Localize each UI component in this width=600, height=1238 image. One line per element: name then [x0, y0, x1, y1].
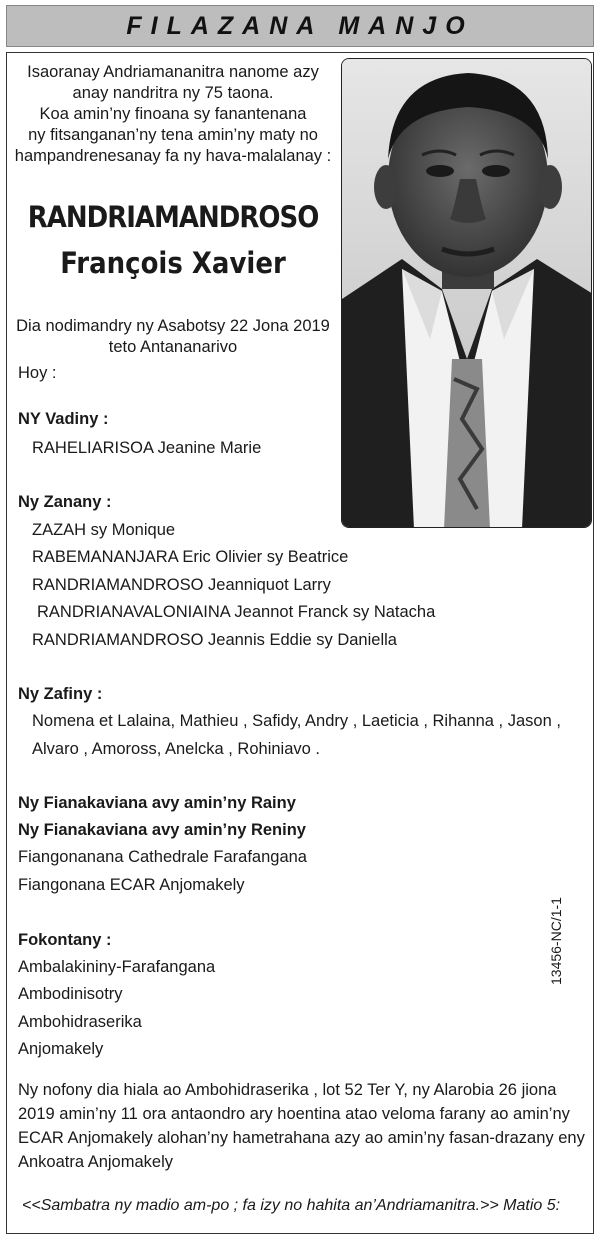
death-announcement	[12, 316, 334, 358]
family-father-side: Ny Fianakaviana avy amin’ny Rainy	[18, 794, 296, 812]
bible-verse: <<Sambatra ny madio am-po ; fa izy no hahita an’Andriamanitra.>> Matio 5:	[22, 1197, 561, 1214]
intro-line: Koa amin’ny finoana sy fanantenana	[39, 105, 307, 123]
portrait-photo	[341, 58, 592, 528]
zanany-item: RANDRIAMANDROSO Jeannis Eddie sy Daniella	[32, 631, 397, 649]
fokontany-title: Fokontany :	[18, 931, 112, 949]
zanany-title: Ny Zanany :	[18, 493, 112, 511]
family-mother-side: Ny Fianakaviana avy amin’ny Reniny	[18, 821, 306, 839]
funeral-line: ECAR Anjomakely alohan’ny hametrahana azy ao amin’ny fasan-drazany eny	[18, 1129, 585, 1147]
zanany-item: ZAZAH sy Monique	[32, 521, 176, 539]
funeral-line: Ny nofony dia hiala ao Ambohidraserika , lot 52 Ter Y, ny Alarobia 26 jiona	[18, 1081, 557, 1099]
death-line-place: teto Antananarivo	[108, 338, 238, 356]
fokontany-item: Ambohidraserika	[18, 1013, 142, 1031]
death-line-date: Dia nodimandry ny Asabotsy 22 Jona 2019	[16, 317, 330, 335]
church-line: Fiangonana ECAR Anjomakely	[18, 876, 245, 894]
intro-line: hampandrenesanay fa ny hava-malalanay :	[14, 147, 332, 165]
church-line: Fiangonanana Cathedrale Farafangana	[18, 848, 307, 866]
ad-code: 13456-NC/1-1	[548, 897, 564, 985]
funeral-line: Ankoatra Anjomakely	[18, 1153, 174, 1171]
intro-line: anay nandritra ny 75 taona.	[72, 84, 274, 102]
vadiny-item: RAHELIARISOA Jeanine Marie	[32, 439, 262, 457]
funeral-line: 2019 amin’ny 11 ora antaondro ary hoentina atao veloma farany ao amin’ny	[18, 1105, 570, 1123]
zafiny-line: Alvaro , Amoross, Anelcka , Rohiniavo .	[32, 740, 320, 758]
page-title: FILAZANA MANJO	[126, 11, 474, 40]
zanany-item: RABEMANANJARA Eric Olivier sy Beatrice	[32, 548, 349, 566]
funeral-details	[18, 1078, 586, 1174]
intro-line: Isaoranay Andriamananitra nanome azy	[27, 63, 319, 81]
zafiny-line: Nomena et Lalaina, Mathieu , Safidy, Andry , Laeticia , Rihanna , Jason ,	[32, 712, 561, 730]
fokontany-item: Ambalakininy-Farafangana	[18, 958, 216, 976]
zanany-item: RANDRIANAVALONIAINA Jeannot Franck sy Natacha	[37, 603, 436, 621]
intro-line: ny fitsanganan’ny tena amin’ny maty no	[28, 126, 318, 144]
intro-text	[12, 62, 334, 167]
deceased-given-names: François Xavier	[60, 247, 286, 281]
zanany-item: RANDRIAMANDROSO Jeanniquot Larry	[32, 576, 331, 594]
header-bar	[6, 5, 594, 47]
fokontany-item: Ambodinisotry	[18, 985, 123, 1003]
zafiny-title: Ny Zafiny :	[18, 685, 103, 703]
vadiny-title: NY Vadiny :	[18, 410, 109, 428]
deceased-surname: RANDRIAMANDROSO	[27, 201, 319, 235]
portrait-illustration	[342, 59, 592, 528]
hoy-label: Hoy :	[18, 364, 57, 382]
fokontany-item: Anjomakely	[18, 1040, 104, 1058]
